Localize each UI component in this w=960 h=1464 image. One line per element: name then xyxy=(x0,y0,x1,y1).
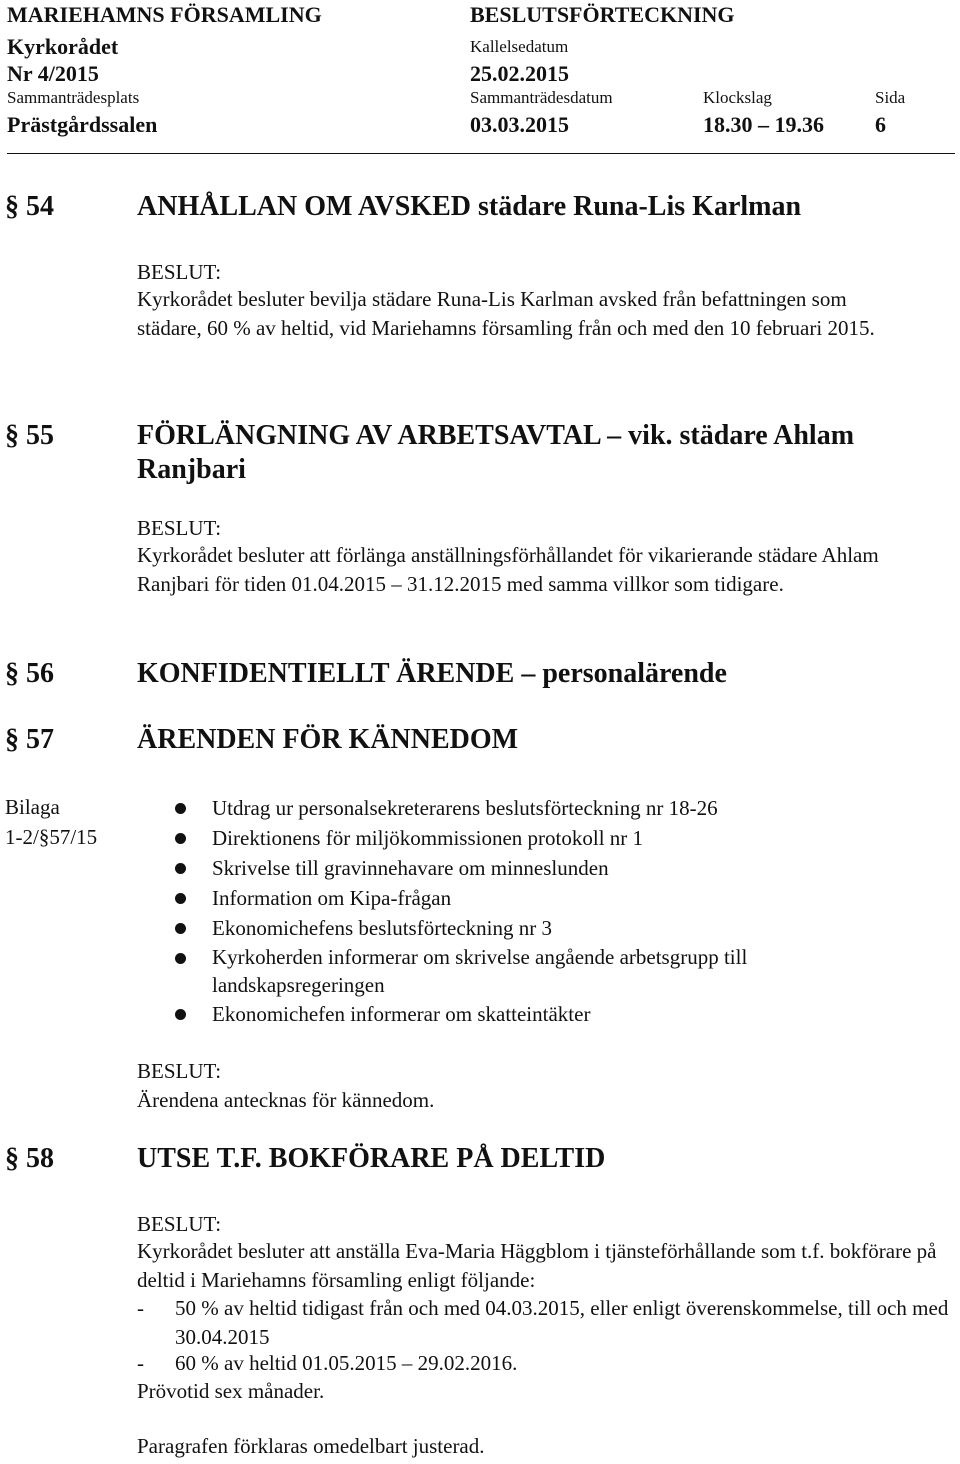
section-58-adjustment-note: Paragrafen förklaras omedelbart justerad. xyxy=(137,1434,485,1458)
organization-name: MARIEHAMNS FÖRSAMLING xyxy=(7,2,322,27)
section-55-decision: Kyrkorådet besluter att förlänga anställningsförhållandet för vikarierande städare Ahlam Ranjbari för tiden 01.04.2015 – 31.12.2015 med samma villkor som tidigare. xyxy=(137,543,879,596)
section-58-probation: Prövotid sex månader. xyxy=(137,1379,325,1403)
information-items-list xyxy=(175,793,875,1029)
meeting-number: Nr 4/2015 xyxy=(7,61,99,86)
section-58-term-2: 60 % av heltid 01.05.2015 – 29.02.2016. xyxy=(175,1351,518,1375)
notice-date: 25.02.2015 xyxy=(470,61,569,86)
section-58-beslut-label: BESLUT: xyxy=(137,1212,222,1236)
section-57-title: ÄRENDEN FÖR KÄNNEDOM xyxy=(137,724,519,755)
section-57-mark: § 57 xyxy=(5,724,54,755)
body-name: Kyrkorådet xyxy=(7,34,119,59)
list-item: Ekonomichefen informerar om skatteintäkter xyxy=(175,999,875,1029)
time-label: Klockslag xyxy=(703,88,772,107)
section-58-term-1: 50 % av heltid tidigast från och med 04.03.2015, eller enligt överenskommelse, till och med 30.04.2015 xyxy=(175,1296,949,1349)
page-number: 6 xyxy=(875,112,886,137)
section-55-mark: § 55 xyxy=(5,420,54,451)
list-item: Skrivelse till gravinnehavare om minneslunden xyxy=(175,853,875,883)
meeting-place: Prästgårdssalen xyxy=(7,112,158,137)
bullet-icon xyxy=(175,1009,186,1020)
bullet-icon xyxy=(175,833,186,844)
dash-marker: - xyxy=(137,1296,144,1320)
bullet-icon xyxy=(175,923,186,934)
section-54-mark: § 54 xyxy=(5,191,54,222)
section-58-title: UTSE T.F. BOKFÖRARE PÅ DELTID xyxy=(137,1143,606,1174)
dash-marker: - xyxy=(137,1351,144,1375)
notice-date-label: Kallelsedatum xyxy=(470,37,569,56)
header-divider xyxy=(7,153,955,154)
bullet-icon xyxy=(175,863,186,874)
section-58-decision: Kyrkorådet besluter att anställa Eva-Maria Häggblom i tjänsteförhållande som t.f. bokförare på deltid i Mariehamns församling enligt följande: xyxy=(137,1239,937,1292)
bullet-icon xyxy=(175,953,186,964)
section-56-title: KONFIDENTIELLT ÄRENDE – personalärende xyxy=(137,658,727,689)
list-item: Utdrag ur personalsekreterarens beslutsförteckning nr 18-26 xyxy=(175,793,875,823)
section-54-decision: Kyrkorådet besluter bevilja städare Runa-Lis Karlman avsked från befattningen som städare, 60 % av heltid, vid Mariehamns församling från och med den 10 februari 2015. xyxy=(137,287,875,340)
page-label: Sida xyxy=(875,88,906,107)
list-item: Information om Kipa-frågan xyxy=(175,883,875,913)
section-58-mark: § 58 xyxy=(5,1143,54,1174)
attachment-reference: 1-2/§57/15 xyxy=(5,825,98,849)
section-57-beslut-label: BESLUT: xyxy=(137,1059,222,1083)
bullet-icon xyxy=(175,893,186,904)
list-item: Ekonomichefens beslutsförteckning nr 3 xyxy=(175,913,875,943)
document-type: BESLUTSFÖRTECKNING xyxy=(470,2,735,27)
meeting-time: 18.30 – 19.36 xyxy=(703,112,824,137)
attachment-label: Bilaga xyxy=(5,795,60,819)
section-56-mark: § 56 xyxy=(5,658,54,689)
section-54-beslut-label: BESLUT: xyxy=(137,260,222,284)
section-54-title: ANHÅLLAN OM AVSKED städare Runa-Lis Karlman xyxy=(137,191,802,222)
meeting-date: 03.03.2015 xyxy=(470,112,569,137)
section-57-decision: Ärendena antecknas för kännedom. xyxy=(137,1088,435,1112)
section-55-beslut-label: BESLUT: xyxy=(137,516,222,540)
meeting-place-label: Sammanträdesplats xyxy=(7,88,140,107)
meeting-date-label: Sammanträdesdatum xyxy=(470,88,613,107)
bullet-icon xyxy=(175,803,186,814)
section-55-title: FÖRLÄNGNING AV ARBETSAVTAL – vik. städare Ahlam Ranjbari xyxy=(137,420,855,485)
list-item: Kyrkoherden informerar om skrivelse angående arbetsgrupp till landskapsregeringen xyxy=(175,943,875,999)
list-item: Direktionens för miljökommissionen protokoll nr 1 xyxy=(175,823,875,853)
